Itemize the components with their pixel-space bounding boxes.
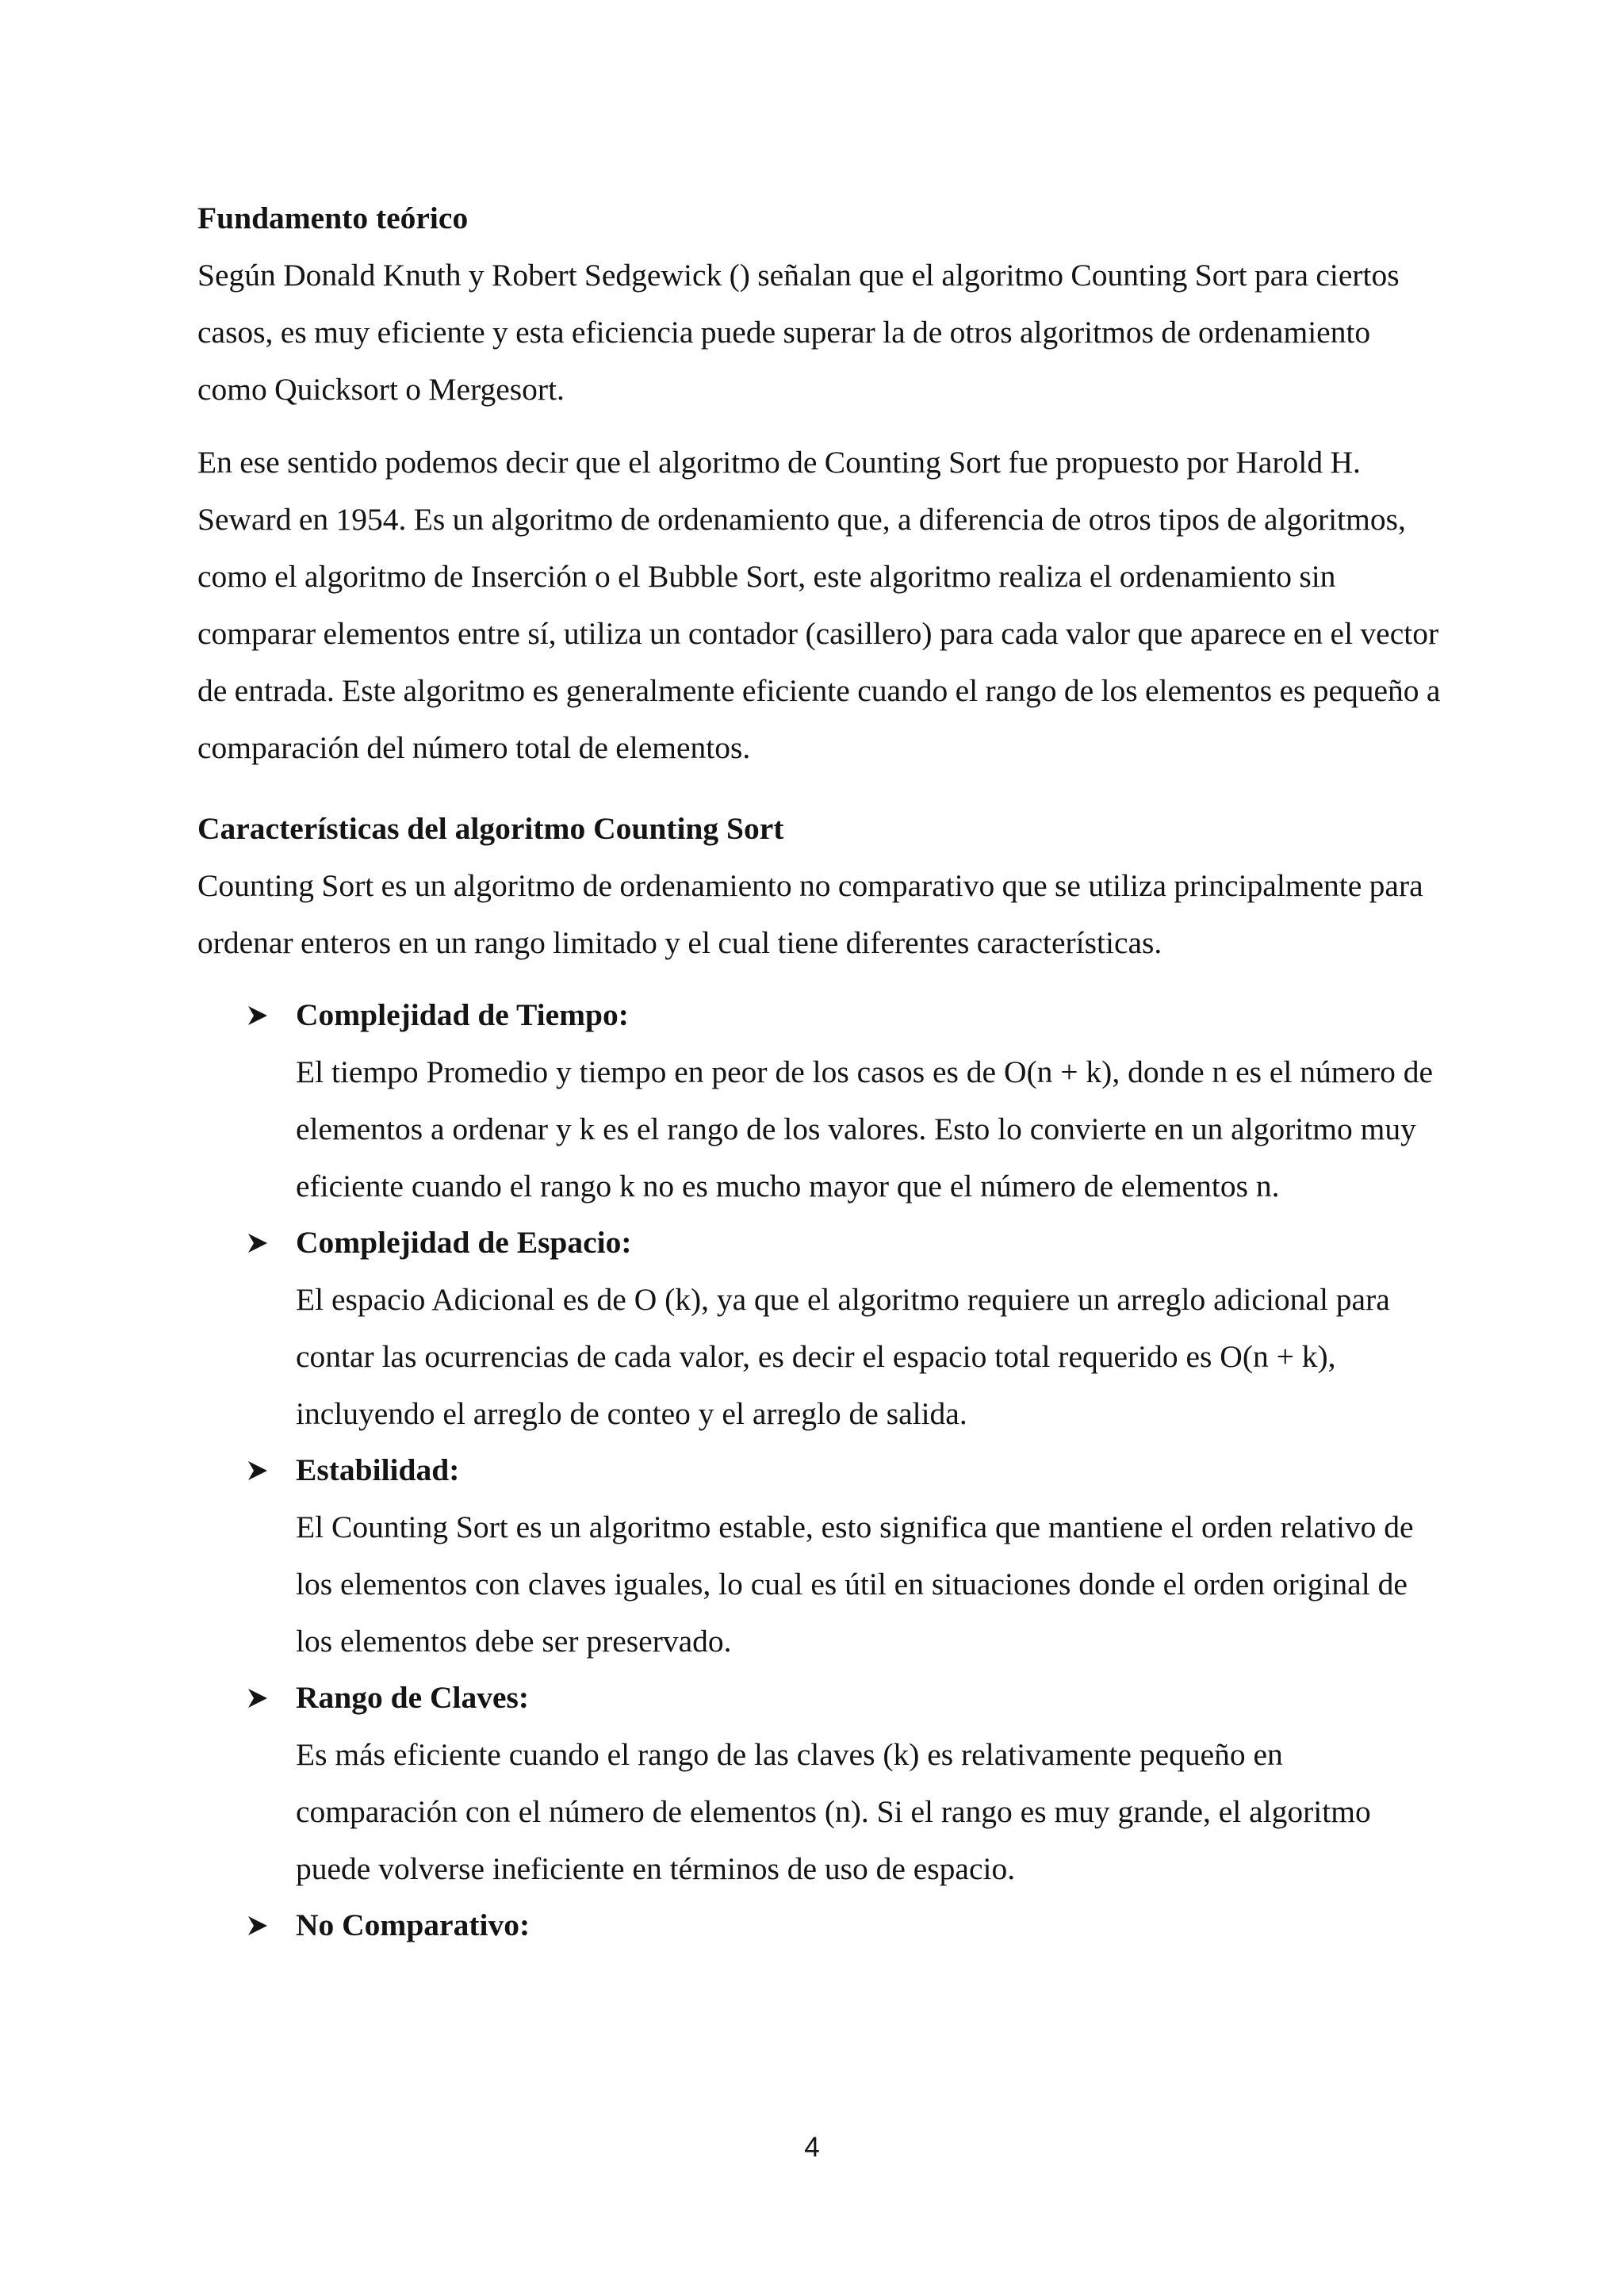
feature-text: El Counting Sort es un algoritmo estable, esto significa que mantiene el orden relativo de los elementos con claves iguales, lo cual es útil en situaciones donde el orden original de los elementos debe ser preservado. xyxy=(296,1510,1414,1659)
section-title-caracteristicas: Características del algoritmo Counting Sort xyxy=(197,811,784,846)
arrowhead-bullet-icon xyxy=(247,1687,269,1709)
feature-title: No Comparativo: xyxy=(296,1908,530,1942)
feature-title: Complejidad de Espacio: xyxy=(296,1225,632,1260)
list-spacer xyxy=(197,971,1444,987)
section-spacer xyxy=(197,776,1444,801)
feature-list xyxy=(197,987,1444,1954)
feature-text: Es más eficiente cuando el rango de las claves (k) es relativamente pequeño en comparación con el número de elementos (n). Si el rango es muy grande, el algoritmo puede volverse ineficiente en términos de uso de espacio. xyxy=(296,1737,1371,1886)
arrowhead-bullet-icon xyxy=(247,1004,269,1027)
feature-text: El espacio Adicional es de O (k), ya que el algoritmo requiere un arreglo adicional para contar las ocurrencias de cada valor, es decir el espacio total requerido es O(n + k), incluyendo el arreglo de conteo y el arreglo de salida. xyxy=(296,1282,1390,1431)
paragraph-caracteristicas-intro: Counting Sort es un algoritmo de ordenamiento no comparativo que se utiliza principalmente para ordenar enteros en un rango limitado y el cual tiene diferentes características. xyxy=(197,868,1423,960)
paragraph-spacer xyxy=(197,418,1444,434)
arrowhead-bullet-icon xyxy=(247,1232,269,1254)
section-title-fundamento: Fundamento teórico xyxy=(197,201,469,235)
page-content xyxy=(197,190,1444,1954)
feature-item-time-complexity xyxy=(197,987,1444,1215)
feature-title: Complejidad de Tiempo: xyxy=(296,997,629,1032)
arrowhead-bullet-icon xyxy=(247,1460,269,1482)
feature-item-space-complexity xyxy=(197,1215,1444,1442)
paragraph-knuth-sedgewick: Según Donald Knuth y Robert Sedgewick () señalan que el algoritmo Counting Sort para ciertos casos, es muy eficiente y esta eficiencia puede superar la de otros algoritmos de ordenamiento como Quicksort o Mergesort. xyxy=(197,258,1400,407)
feature-item-key-range xyxy=(197,1670,1444,1897)
feature-item-non-comparative xyxy=(197,1897,1444,1954)
paragraph-seward: En ese sentido podemos decir que el algoritmo de Counting Sort fue propuesto por Harold H. Seward en 1954. Es un algoritmo de ordenamiento que, a diferencia de otros tipos de algoritmos, como el algoritmo de Inserción o el Bubble Sort, este algoritmo realiza el ordenamiento sin comparar elementos entre sí, utiliza un contador (casillero) para cada valor que aparece en el vector de entrada. Este algoritmo es generalmente eficiente cuando el rango de los elementos es pequeño a comparación del número total de elementos. xyxy=(197,445,1441,765)
feature-title: Estabilidad: xyxy=(296,1452,460,1487)
arrowhead-bullet-icon xyxy=(247,1915,269,1937)
feature-item-stability xyxy=(197,1442,1444,1670)
page-number: 4 xyxy=(804,2132,820,2163)
feature-text: El tiempo Promedio y tiempo en peor de los casos es de O(n + k), donde n es el número de elementos a ordenar y k es el rango de los valores. Esto lo convierte en un algoritmo muy eficiente cuando el rango k no es mucho mayor que el número de elementos n. xyxy=(296,1054,1434,1203)
feature-title: Rango de Claves: xyxy=(296,1680,530,1715)
